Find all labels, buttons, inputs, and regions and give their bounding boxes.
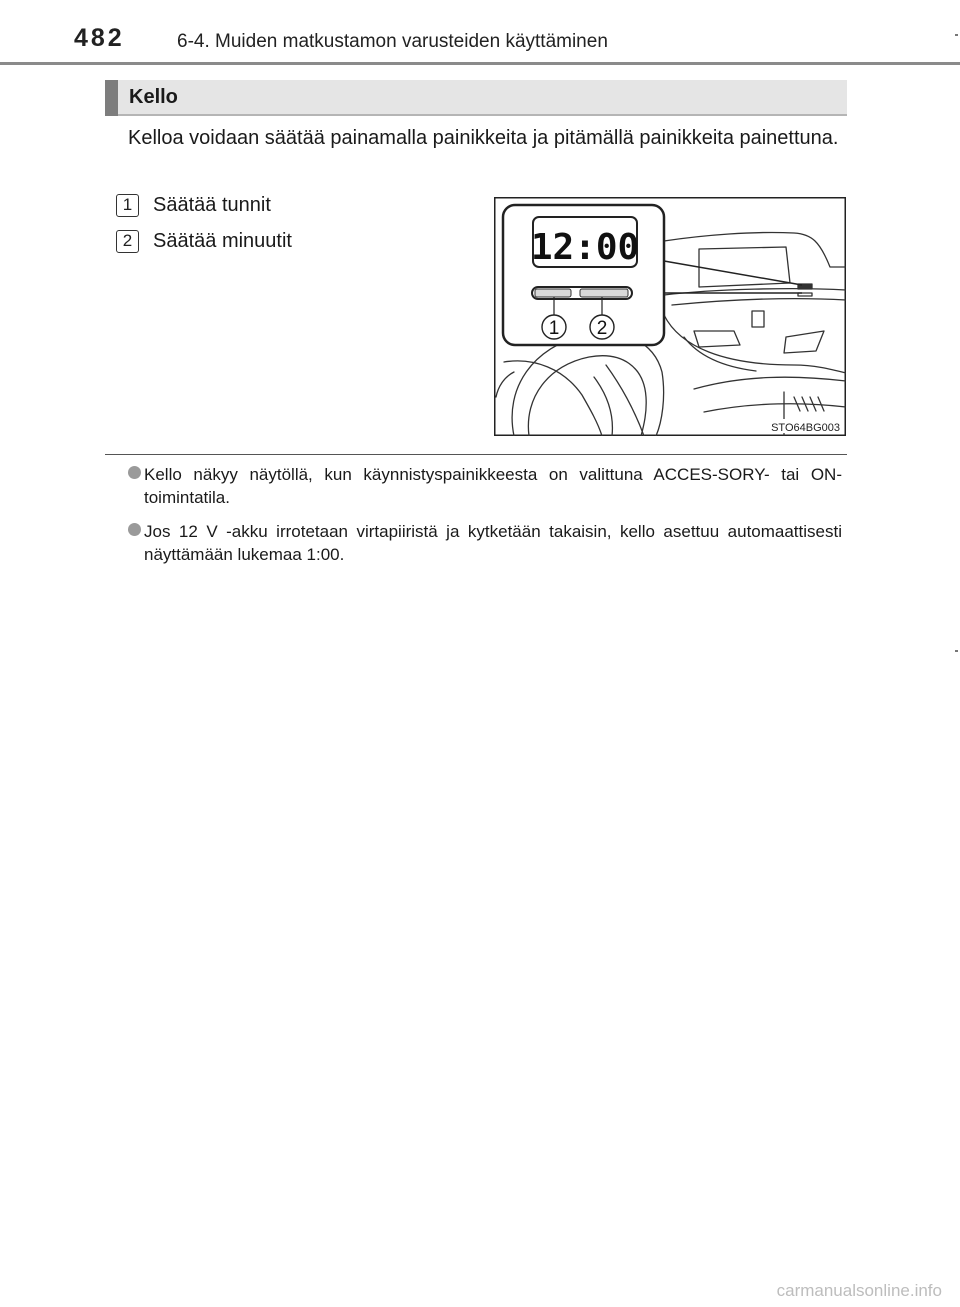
note-item [128,520,842,566]
step-item [116,192,271,218]
chapter-title: 6-4. Muiden matkustamon varusteiden käyttäminen [177,31,608,52]
note-text: Jos 12 V -akku irrotetaan virtapiiristä ja kytketään takaisin, kello asettuu automaattisesti näyttämään lukemaa 1:00. [144,522,842,564]
content-divider [105,454,847,455]
step-number-badge: 2 [116,230,139,253]
section-heading-bar [105,80,847,116]
step-item [116,228,292,254]
edge-mark-middle [955,650,958,652]
bullet-icon [128,466,141,479]
step-label: Säätää tunnit [153,193,271,216]
clock-illustration [494,197,846,436]
step-number-badge: 1 [116,194,139,217]
step-label: Säätää minuutit [153,229,292,252]
callout-number: 1 [548,318,560,339]
watermark: carmanualsonline.info [776,1281,942,1300]
section-title: Kello [129,86,178,108]
header-rule [0,62,960,65]
bullet-icon [128,523,141,536]
intro-paragraph: Kelloa voidaan säätää painamalla painikkeita ja pitämällä painikkeita painettuna. [128,127,839,149]
page-number: 482 [74,24,125,52]
note-item [128,463,842,509]
callout-number: 2 [596,318,608,339]
edge-mark-top [955,34,958,36]
clock-display-readout: 12:00 [530,227,640,268]
section-heading-accent [105,80,118,116]
note-text: Kello näkyy näytöllä, kun käynnistyspainikkeesta on valittuna ACCES-SORY- tai ON-toimintatila. [144,465,842,507]
figure-code: STO64BG003 [771,422,840,434]
